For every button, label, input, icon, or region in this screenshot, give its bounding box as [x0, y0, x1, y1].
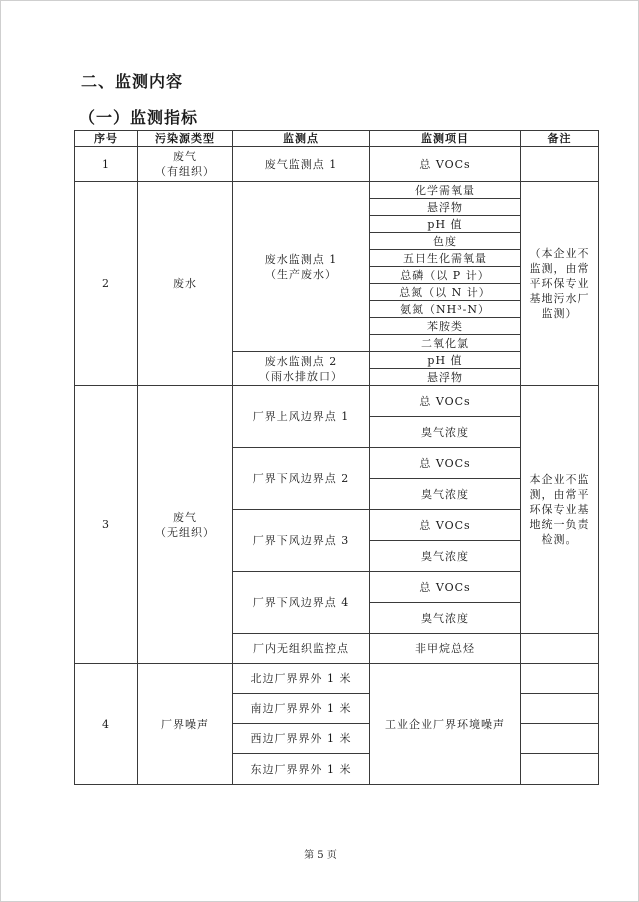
remark-line: 地统一负责	[529, 518, 590, 531]
monitoring-item: 氨氮（NH³-N）	[370, 301, 521, 318]
remark-cell	[521, 634, 599, 664]
monitoring-item: 工业企业厂界环境噪声	[370, 664, 521, 785]
monitoring-point: 厂界下风边界点 3	[233, 510, 370, 572]
monitoring-point: 北边厂界界外 1 米	[233, 664, 370, 694]
monitoring-item: 臭气浓度	[370, 479, 521, 510]
monitoring-point: 西边厂界界外 1 米	[233, 724, 370, 754]
remark-cell	[521, 724, 599, 754]
remark-line: 基地污水厂	[529, 292, 590, 305]
row-number: 2	[75, 182, 138, 386]
remark-line: 监测，由常	[529, 262, 590, 275]
monitoring-point: 南边厂界界外 1 米	[233, 694, 370, 724]
remark-cell	[521, 754, 599, 785]
monitoring-point-line: 废水监测点 1	[264, 252, 338, 266]
remark-cell	[521, 694, 599, 724]
monitoring-point: 厂界下风边界点 4	[233, 572, 370, 634]
monitoring-item: 总 VOCs	[370, 510, 521, 541]
monitoring-item: 总 VOCs	[370, 448, 521, 479]
monitoring-item: 总 VOCs	[370, 147, 521, 182]
subsection-title: （一）监测指标	[79, 108, 199, 127]
monitoring-table	[74, 130, 599, 785]
page-number: 第 5 页	[304, 850, 337, 861]
monitoring-item: 悬浮物	[370, 199, 521, 216]
monitoring-point: 厂界上风边界点 1	[233, 386, 370, 448]
monitoring-point	[233, 182, 370, 352]
remark-cell	[521, 182, 599, 386]
remark-line: 测，由常平	[529, 488, 590, 501]
remark-cell	[521, 664, 599, 694]
header-cell: 序号	[75, 131, 138, 147]
pollution-type-line: （有组织）	[155, 165, 215, 178]
monitoring-point-line: （生产废水）	[265, 267, 337, 281]
monitoring-item: pH 值	[370, 352, 521, 369]
monitoring-item: 臭气浓度	[370, 541, 521, 572]
monitoring-item: 总磷（以 P 计）	[370, 267, 521, 284]
monitoring-item: 五日生化需氧量	[370, 250, 521, 267]
row-number: 4	[75, 664, 138, 785]
table-row	[75, 386, 599, 417]
monitoring-item: 色度	[370, 233, 521, 250]
remark-line: 平环保专业	[529, 277, 590, 290]
monitoring-item: 悬浮物	[370, 369, 521, 386]
monitoring-item: 苯胺类	[370, 318, 521, 335]
monitoring-item: 臭气浓度	[370, 417, 521, 448]
header-cell: 监测项目	[370, 131, 521, 147]
row-number: 1	[75, 147, 138, 182]
remark-line: （本企业不	[529, 247, 590, 260]
monitoring-item: 总氮（以 N 计）	[370, 284, 521, 301]
remark-line: 环保专业基	[529, 503, 590, 516]
monitoring-point: 厂内无组织监控点	[233, 634, 370, 664]
table-row	[75, 147, 599, 182]
row-number: 3	[75, 386, 138, 664]
monitoring-point-line: （雨水排放口）	[259, 369, 343, 383]
pollution-type	[138, 147, 233, 182]
monitoring-item: 二氧化氯	[370, 335, 521, 352]
pollution-type: 废水	[138, 182, 233, 386]
monitoring-item: 非甲烷总烃	[370, 634, 521, 664]
pollution-type: 厂界噪声	[138, 664, 233, 785]
remark-line: 监测）	[541, 307, 578, 320]
pollution-type-line: （无组织）	[155, 525, 215, 539]
monitoring-point	[233, 352, 370, 386]
pollution-type-line: 废气	[173, 150, 197, 163]
remark-cell	[521, 147, 599, 182]
monitoring-point-line: 废水监测点 2	[264, 354, 338, 368]
header-cell: 污染源类型	[138, 131, 233, 147]
remark-line: 检测。	[541, 533, 578, 546]
monitoring-point: 厂界下风边界点 2	[233, 448, 370, 510]
section-title: 二、监测内容	[81, 72, 184, 91]
remark-cell	[521, 386, 599, 634]
table-row	[75, 664, 599, 694]
monitoring-item: 臭气浓度	[370, 603, 521, 634]
monitoring-item: 总 VOCs	[370, 572, 521, 603]
remark-line: 本企业不监	[529, 473, 590, 486]
table-row	[75, 182, 599, 199]
table-header-row	[75, 131, 599, 147]
header-cell: 监测点	[233, 131, 370, 147]
pollution-type	[138, 386, 233, 664]
monitoring-point: 东边厂界界外 1 米	[233, 754, 370, 785]
monitoring-item: 化学需氧量	[370, 182, 521, 199]
monitoring-point: 废气监测点 1	[233, 147, 370, 182]
pollution-type-line: 废气	[173, 510, 197, 524]
monitoring-item: pH 值	[370, 216, 521, 233]
header-cell: 备注	[521, 131, 599, 147]
monitoring-item: 总 VOCs	[370, 386, 521, 417]
